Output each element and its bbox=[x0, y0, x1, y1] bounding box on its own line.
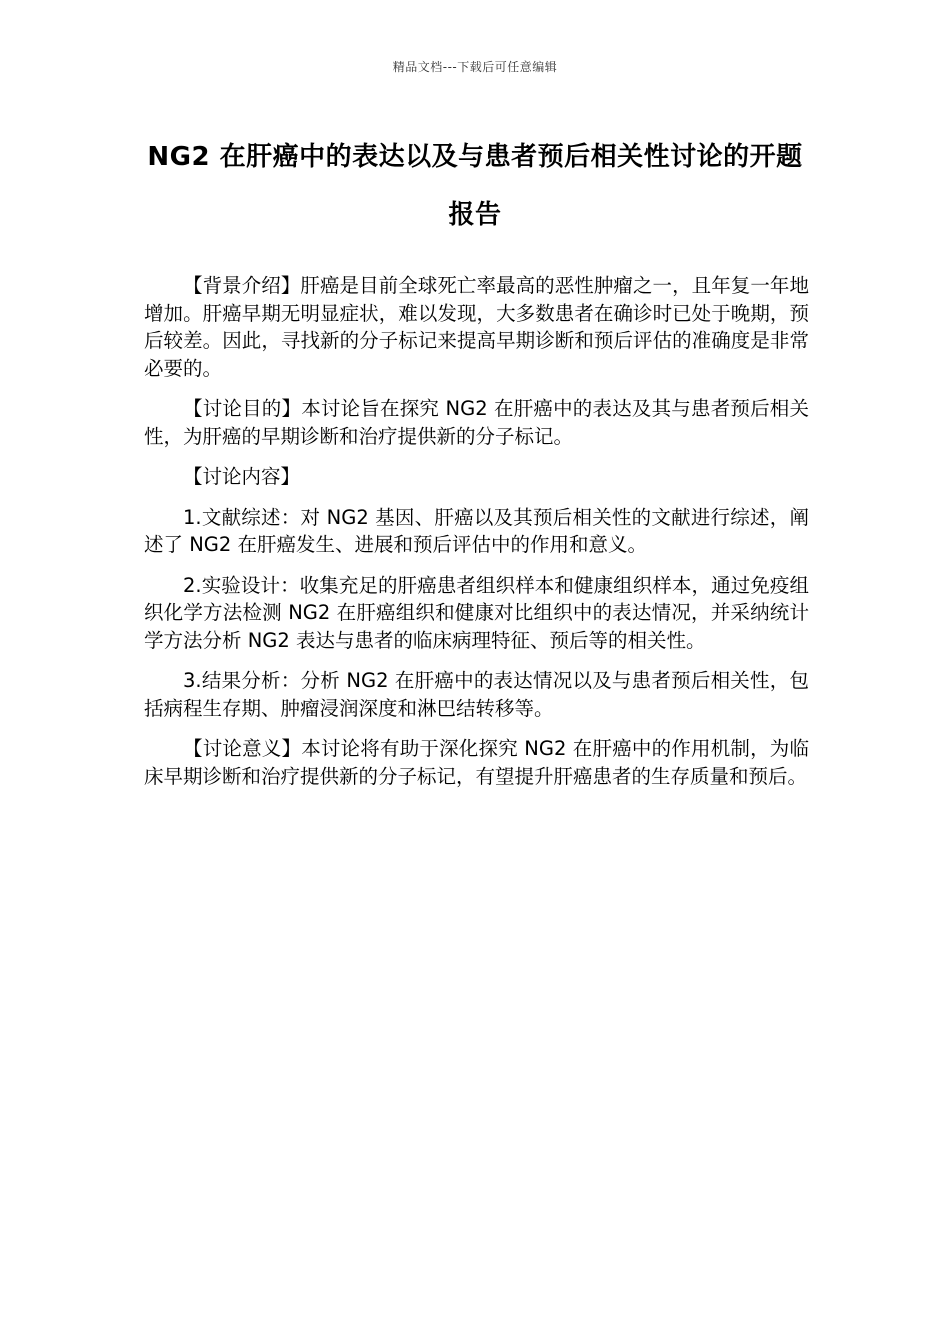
paragraph-background: 【背景介绍】肝癌是目前全球死亡率最高的恶性肿瘤之一，且年复一年地增加。肝癌早期无明显症状，难以发现，大多数患者在确诊时已处于晚期，预后较差。因此，寻找新的分子标记来提高早期诊断和预后评估的准确度是非常必要的。 bbox=[144, 274, 809, 380]
header-note: 精品文档---下载后可任意编辑 bbox=[392, 60, 558, 74]
paragraph-literature-review: 1.文献综述：对 NG2 基因、肝癌以及其预后相关性的文献进行综述，阐述了 NG2 在肝癌发生、进展和预后评估中的作用和意义。 bbox=[144, 505, 809, 556]
paragraph-content-heading: 【讨论内容】 bbox=[183, 465, 301, 488]
document-body bbox=[144, 272, 809, 803]
paragraph-result-analysis: 3.结果分析：分析 NG2 在肝癌中的表达情况以及与患者预后相关性，包括病程生存期、肿瘤浸润深度和淋巴结转移等。 bbox=[144, 669, 809, 720]
document-title: NG2 在肝癌中的表达以及与患者预后相关性讨论的开题报告 bbox=[147, 142, 803, 230]
paragraph-experiment-design: 2.实验设计：收集充足的肝癌患者组织样本和健康组织样本，通过免疫组织化学方法检测 NG2 在肝癌组织和健康对比组织中的表达情况，并采纳统计学方法分析 NG2 表达与患者的临床病理特征、预后等的相关性。 bbox=[144, 573, 809, 652]
paragraph-significance: 【讨论意义】本讨论将有助于深化探究 NG2 在肝癌中的作用机制，为临床早期诊断和治疗提供新的分子标记，有望提升肝癌患者的生存质量和预后。 bbox=[144, 737, 809, 788]
paragraph-purpose: 【讨论目的】本讨论旨在探究 NG2 在肝癌中的表达及其与患者预后相关性，为肝癌的早期诊断和治疗提供新的分子标记。 bbox=[144, 397, 809, 448]
